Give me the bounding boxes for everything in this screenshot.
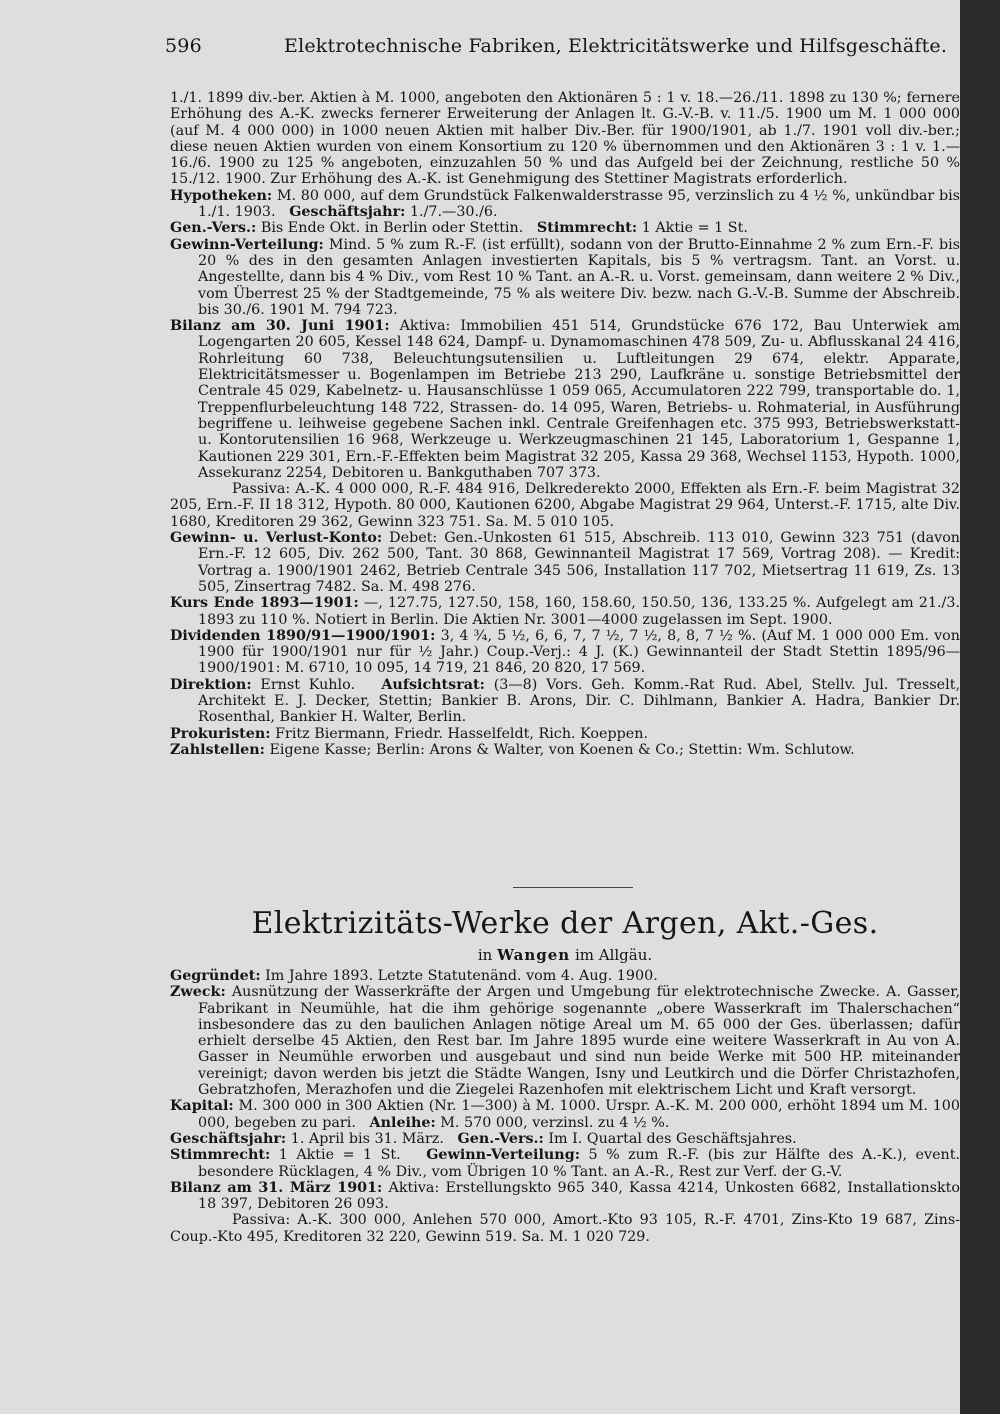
capital-history-paragraph: 1./1. 1899 div.-ber. Aktien à M. 1000, angeboten den Aktionären 5 : 1 v. 18.—26./11. 1898 zu 130 %; fernere Erhöhung des A.-K. zwecks fernerer Erweiterung der Anlagen lt. G.-V.-B. v. 11./5. 1900 um M. 1 000 000 (auf M. 4 000 000) in 1000 neuen Aktien mit halber Div.-Ber. für 1900/1901, ab 1./7. 1901 voll div.-ber.; diese neuen Aktien wurden von einem Konsortium zu 120 % übernommen und den Aktionären 3 : 1 v. 1.—16./6. 1900 zu 125 % angeboten, einzuzahlen 50 % und das Aufgeld bei der Zeichnung, restliche 50 % 15./12. 1900. Zur Erhöhung des A.-K. ist Genehmigung des Stettiner Magistrats erforderlich. [170, 90, 960, 188]
liabilities-label: Passiva: [232, 481, 291, 498]
profit-distribution-text-2: 5 % zum R.-F. (bis zur Hälfte des A.-K.), event. besondere Rücklagen, 4 % Div., vom Übrigen 10 % Tant. an A.-R., Rest zur Verf. der G.-V. [198, 1147, 961, 1180]
general-meeting-entry [170, 220, 960, 236]
location-suffix: im Allgäu. [574, 946, 653, 964]
purpose-text: Ausnützung der Wasserkräfte der Argen und Umgebung für elektrotechnische Zwecke. A. Gasser, Fabrikant in Neumühle, hat die ihm gehörige sogenannte „obere Wasserkraft im Thalerschachen“ insbesondere das zu den baulichen Anlagen nötige Areal um M. 65 000 der Ges. überlassen; dafür erhielt derselbe 45 Aktien, den Rest bar. Im Jahre 1895 wurde eine weitere Wasserkraft in Au von A. Gasser in Neumühle erworben und ausgebaut und sind nun beide Werke mit 500 HP. miteinander vereinigt; davon werden bis jetzt die Städte Wangen, Isny und Leutkirch und die Dörfer Christazhofen, Gebratzhofen, Merazhofen und die Ziegelei Razenhofen mit elektrischem Licht und Kraft versorgt. [198, 984, 961, 1099]
liabilities-label-2: Passiva: [232, 1212, 291, 1229]
profit-distribution-entry [170, 237, 960, 318]
section-divider [513, 887, 633, 888]
company-location [170, 946, 960, 964]
voting-entry [170, 1147, 960, 1180]
authorized-officers-text: Fritz Biermann, Friedr. Hasselfeldt, Rich. Koeppen. [275, 725, 648, 742]
debit-text: Gen.-Unkosten 61 515, Abschreib. 113 010, Gewinn 323 751 (davon Ern.-F. 12 605, Div. 262 500, Tant. 30 868, Gewinnanteil Magistrat 17 569, Vortrag 208). — [198, 530, 961, 563]
balance-sheet-entry [170, 318, 960, 481]
mortgage-text: M. 80 000, auf dem Grundstück Falkenwalderstrasse 95, verzinslich zu 4 ½ %, unkündbar bis 1./1. 1903. [198, 187, 961, 221]
paying-agents-label: Zahlstellen: [170, 741, 265, 758]
general-meeting-label: Gen.-Vers.: [170, 220, 257, 237]
general-meeting-text-2: Im I. Quartal des Geschäftsjahres. [548, 1130, 797, 1147]
fiscal-year-entry [170, 1131, 960, 1147]
credit-label: Kredit: [909, 546, 961, 563]
company-title: Elektrizitäts-Werke der Argen, Akt.-Ges. [251, 906, 879, 941]
fiscal-year-label: Geschäftsjahr: [289, 204, 406, 221]
mortgage-label: Hypotheken: [170, 187, 273, 204]
assets-text-2: Erstellungskto 965 340, Kassa 4214, Unkosten 6682, Installationskto 18 397, Debitoren 26 093. [198, 1179, 961, 1213]
loan-text: M. 570 000, verzinsl. zu 4 ½ %. [440, 1114, 670, 1131]
balance-sheet-label: Bilanz am 30. Juni 1901: [170, 318, 390, 335]
management-entry [170, 677, 960, 726]
location-town: Wangen [497, 946, 571, 964]
general-meeting-label-2: Gen.-Vers.: [457, 1130, 544, 1147]
voting-right-text: 1 Aktie = 1 St. [641, 220, 748, 237]
profit-distribution-text: Mind. 5 % zum R.-F. (ist erfüllt), sodann von der Brutto-Einnahme 2 % zum Ern.-F. bis 20 % des in den gesamten Anlagen investierten Kapitals, bis 5 % vertragsm. Tant. an Vorst. u. Angestellte, dann bis 4 % Div., vom Rest 10 % Tant. an A.-R. u. Vorst. gemeinsam, dann weitere 2 % Div., vom Überrest 25 % der Stadtgemeinde, 75 % als weitere Div. bezw. nach G.-V.-B. Summe der Abschreib. bis 30./6. 1901 M. 794 723. [198, 236, 961, 318]
assets-text: Immobilien 451 514, Grundstücke 676 172, Bau Unterwiek am Logengarten 20 605, Kessel 148 624, Dampf- u. Dynamomaschinen 478 509, Zu- u. Abflusskanal 24 416, Rohrleitung 60 738, Beleuchtungsutensilien u. Luftleitungen 29 674, elektr. Apparate, Elektricitätsmesser u. Bogenlampen im Betriebe 213 290, Laufkräne u. sonstige Betriebsmittel der Centrale 45 029, Kabelnetz- u. Hausanschlüsse 1 059 065, Accumulatoren 222 799, transportable do. 1, Treppenflurbeleuchtung 148 722, Strassen- do. 14 095, Waren, Betriebs- u. Rohmaterial, in Ausführung begriffene u. leihweise gegebene Sachen inkl. Centrale Greifenhagen etc. 375 993, Betriebswerkstatt- u. Kontorutensilien 16 968, Werkzeuge u. Werkzeugmaschinen 21 145, Laboratorium 1, Gespanne 1, Kautionen 229 301, Ern.-F.-Effekten beim Magistrat 32 205, Kassa 29 368, Wechsel 1153, Hypoth. 1000, Assekuranz 2254, Debitoren u. Bankguthaben 707 373. [198, 318, 960, 481]
paying-agents-entry [170, 742, 960, 758]
liabilities-entry [170, 481, 960, 530]
paying-agents-text: Eigene Kasse; Berlin: Arons & Walter, von Koenen & Co.; Stettin: Wm. Schlutow. [269, 741, 855, 758]
balance-sheet-entry-2 [170, 1180, 960, 1213]
loan-label: Anleihe: [369, 1114, 436, 1131]
assets-label-2: Aktiva: [388, 1179, 440, 1196]
capital-entry [170, 1098, 960, 1131]
dividends-label: Dividenden 1890/91—1900/1901: [170, 627, 436, 644]
voting-right-label: Stimmrecht: [536, 220, 638, 237]
dividends-entry [170, 628, 960, 677]
voting-right-text-2: 1 Aktie = 1 St. [278, 1147, 401, 1164]
profit-loss-label: Gewinn- u. Verlust-Konto: [170, 530, 383, 547]
share-price-text: —, 127.75, 127.50, 158, 160, 158.60, 150.50, 136, 133.25 %. Aufgelegt am 21./3. 1893 zu 110 %. Notiert in Berlin. Die Aktien Nr. 3001—4000 zugelassen im Sept. 1900. [198, 595, 960, 628]
assets-label: Aktiva: [399, 318, 451, 335]
profit-distribution-label-2: Gewinn-Verteilung: [426, 1147, 580, 1164]
liabilities-text-2: A.-K. 300 000, Anlehen 570 000, Amort.-Kto 93 105, R.-F. 4701, Zins-Kto 19 687, Zins-Coup.-Kto 495, Kreditoren 32 220, Gewinn 519. Sa. M. 1 020 729. [170, 1212, 960, 1245]
management-label: Direktion: [170, 676, 252, 693]
running-title: Elektrotechnische Fabriken, Elektricitätswerke und Hilfsgeschäfte. [284, 35, 948, 57]
share-price-label: Kurs Ende 1893—1901: [170, 595, 359, 612]
dividends-text: 3, 4 ¾, 5 ½, 6, 6, 7, 7 ½, 7 ½, 8, 8, 7 ½ %. (Auf M. 1 000 000 Em. von 1900 für 1900/1901 nur für ½ Jahr.) Coup.-Verj.: 4 J. (K.) Gewinnanteil der Stadt Stettin 1895/96—1900/1901: M. 6710, 10 095, 14 719, 21 846, 20 820, 17 569. [198, 627, 961, 677]
previous-company-entry [170, 90, 960, 758]
founded-entry [170, 968, 960, 984]
fiscal-year-text-2: 1. April bis 31. März. [290, 1130, 444, 1147]
scan-binding-edge [960, 0, 1000, 1414]
authorized-officers-label: Prokuristen: [170, 725, 271, 742]
debit-label: Debet: [389, 530, 438, 547]
mortgage-entry [170, 188, 960, 221]
profit-loss-entry [170, 530, 960, 595]
founded-text: Im Jahre 1893. Letzte Statutenänd. vom 4. Aug. 1900. [265, 968, 658, 984]
profit-distribution-label: Gewinn-Verteilung: [170, 236, 324, 253]
founded-label: Gegründet: [170, 968, 261, 984]
general-meeting-text: Bis Ende Okt. in Berlin oder Stettin. [260, 220, 524, 237]
company-entry [170, 968, 960, 1245]
fiscal-year-text: 1./7.—30./6. [409, 204, 498, 221]
page-number: 596 [165, 35, 202, 57]
capital-text: M. 300 000 in 300 Aktien (Nr. 1—300) à M. 1000. Urspr. A.-K. M. 200 000, erhöht 1894 um M. 100 000, begeben zu pari. [198, 1098, 960, 1131]
purpose-label: Zweck: [170, 984, 226, 1001]
credit-text: Vortrag a. 1900/1901 2462, Betrieb Centrale 345 506, Installation 117 702, Mietsertrag 11 619, Zs. 13 505, Zinsertrag 7482. Sa. M. 498 276. [198, 562, 960, 595]
liabilities-text: A.-K. 4 000 000, R.-F. 484 916, Delkrederekto 2000, Effekten als Ern.-F. beim Magistrat 32 205, Ern.-F. II 18 312, Hypoth. 80 000, Kautionen 6200, Abgabe Magistrat 29 964, Unterst.-F. 1715, alte Div. 1680, Kreditoren 29 362, Gewinn 323 751. Sa. M. 5 010 105. [170, 481, 960, 530]
page-header [0, 35, 960, 65]
supervisory-board-label: Aufsichtsrat: [381, 676, 485, 693]
fiscal-year-label-2: Geschäftsjahr: [170, 1130, 287, 1147]
location-prefix: in [477, 946, 493, 964]
liabilities-entry-2 [170, 1212, 960, 1245]
share-price-entry [170, 595, 960, 628]
authorized-officers-entry [170, 726, 960, 742]
management-text: Ernst Kuhlo. [260, 676, 355, 693]
purpose-entry [170, 984, 960, 1098]
balance-sheet-label-2: Bilanz am 31. März 1901: [170, 1179, 383, 1196]
capital-label: Kapital: [170, 1098, 234, 1115]
voting-right-label-2: Stimmrecht: [170, 1147, 271, 1164]
supervisory-board-text: (3—8) Vors. Geh. Komm.-Rat Rud. Abel, Stellv. Jul. Tresselt, Architekt E. J. Decker, Stettin; Bankier B. Arons, Dir. C. Dihlmann, Bankier A. Hadra, Bankier Dr. Rosenthal, Bankier H. Walter, Berlin. [198, 676, 960, 726]
